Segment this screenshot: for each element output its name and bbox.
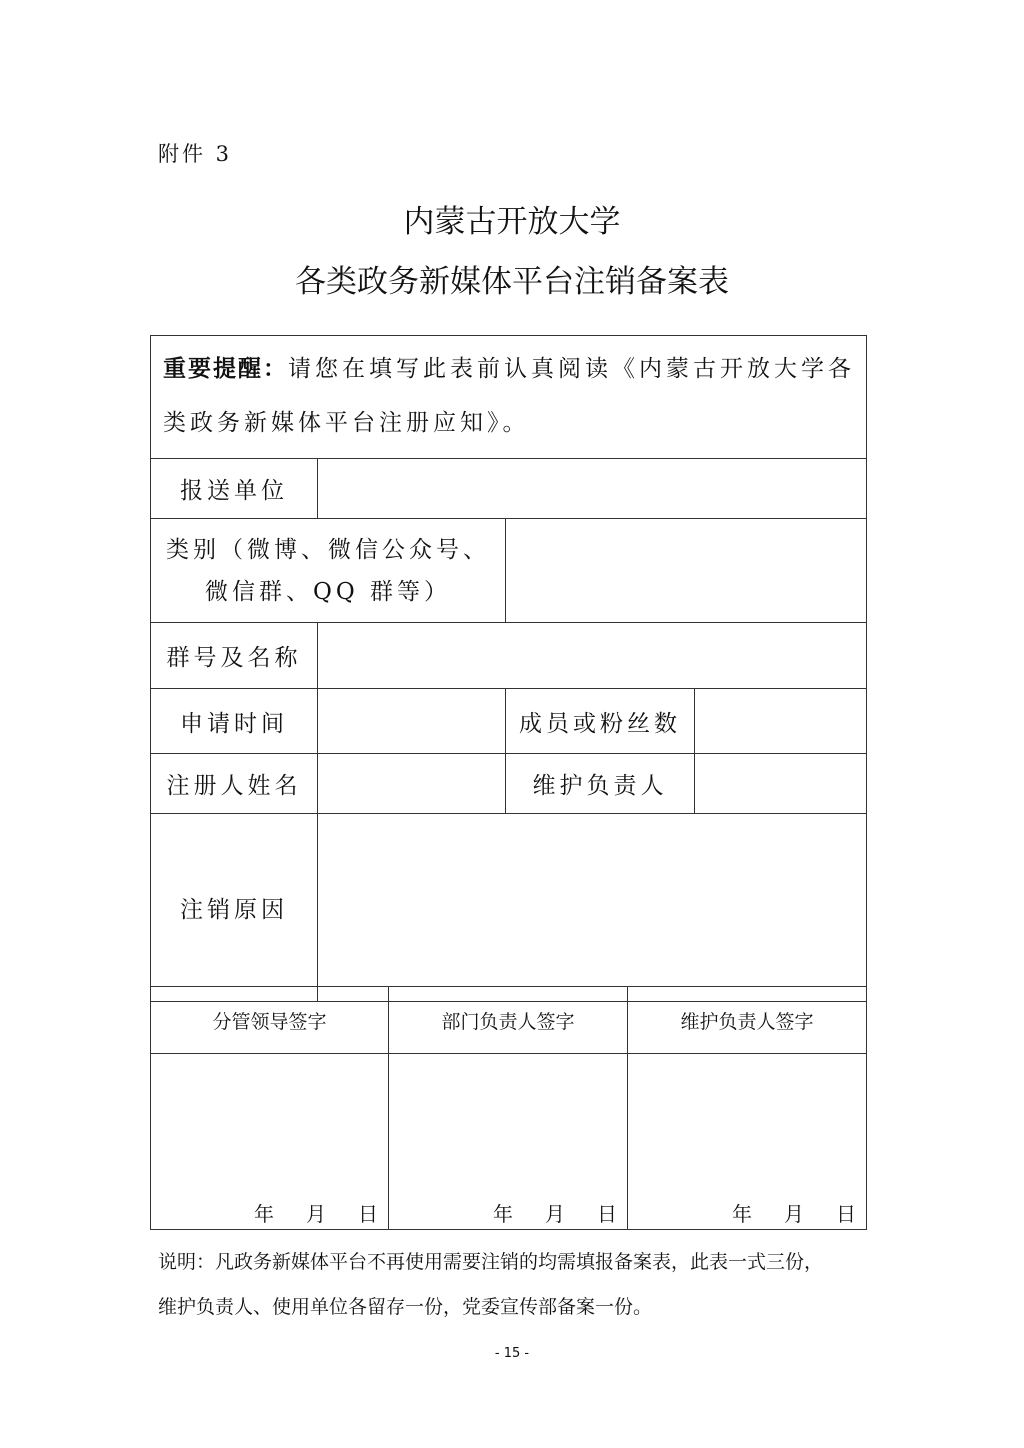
maintainer-signature-box[interactable] — [628, 1054, 867, 1230]
month-label: 月 — [545, 1202, 565, 1226]
registrant-field[interactable] — [318, 754, 506, 814]
maintainer-signature-header: 维护负责人签字 — [628, 987, 867, 1054]
category-label-line1: 类别（微博、微信公众号、 — [166, 536, 490, 563]
attachment-label: 附件 3 — [158, 142, 233, 166]
group-label: 群号及名称 — [151, 623, 318, 689]
document-title-line1: 内蒙古开放大学 — [403, 204, 621, 240]
maintainer-label: 维护负责人 — [506, 754, 695, 814]
day-label: 日 — [836, 1202, 856, 1226]
dept-head-signature-box[interactable] — [389, 1054, 628, 1230]
leader-date — [151, 1198, 388, 1229]
unit-label: 报送单位 — [151, 459, 318, 519]
note-line1: 说明：凡政务新媒体平台不再使用需要注销的均需填报备案表，此表一式三份， — [158, 1251, 824, 1273]
month-label: 月 — [784, 1202, 804, 1226]
maintainer-field[interactable] — [695, 754, 867, 814]
reminder-label: 重要提醒： — [163, 356, 288, 382]
note-line2: 维护负责人、使用单位各留存一份，党委宣传部备案一份。 — [158, 1296, 653, 1318]
reason-field[interactable] — [318, 814, 867, 1002]
category-field[interactable] — [506, 519, 867, 623]
day-label: 日 — [358, 1202, 378, 1226]
filing-form-table — [150, 335, 867, 1002]
maintainer-date — [628, 1198, 866, 1229]
reason-label: 注销原因 — [151, 814, 318, 1002]
members-label: 成员或粉丝数 — [506, 689, 695, 754]
month-label: 月 — [306, 1202, 326, 1226]
year-label: 年 — [254, 1202, 274, 1226]
year-label: 年 — [493, 1202, 513, 1226]
unit-field[interactable] — [318, 459, 867, 519]
leader-signature-header: 分管领导签字 — [151, 987, 389, 1054]
leader-signature-box[interactable] — [151, 1054, 389, 1230]
signature-table — [150, 986, 867, 1230]
category-label — [151, 519, 506, 623]
registrant-label: 注册人姓名 — [151, 754, 318, 814]
group-field[interactable] — [318, 623, 867, 689]
dept-head-date — [389, 1198, 627, 1229]
document-title-line2: 各类政务新媒体平台注销备案表 — [295, 264, 729, 300]
important-reminder — [151, 336, 867, 459]
members-field[interactable] — [695, 689, 867, 754]
year-label: 年 — [732, 1202, 752, 1226]
dept-head-signature-header: 部门负责人签字 — [389, 987, 628, 1054]
category-label-line2: 微信群、QQ 群等） — [204, 578, 452, 605]
apply-time-label: 申请时间 — [151, 689, 318, 754]
page-number: - 15 - — [494, 1346, 530, 1361]
day-label: 日 — [597, 1202, 617, 1226]
apply-time-field[interactable] — [318, 689, 506, 754]
reminder-text: 请您在填写此表前认真阅读《内蒙古开放大学各类政务新媒体平台注册应知》。 — [163, 356, 855, 436]
